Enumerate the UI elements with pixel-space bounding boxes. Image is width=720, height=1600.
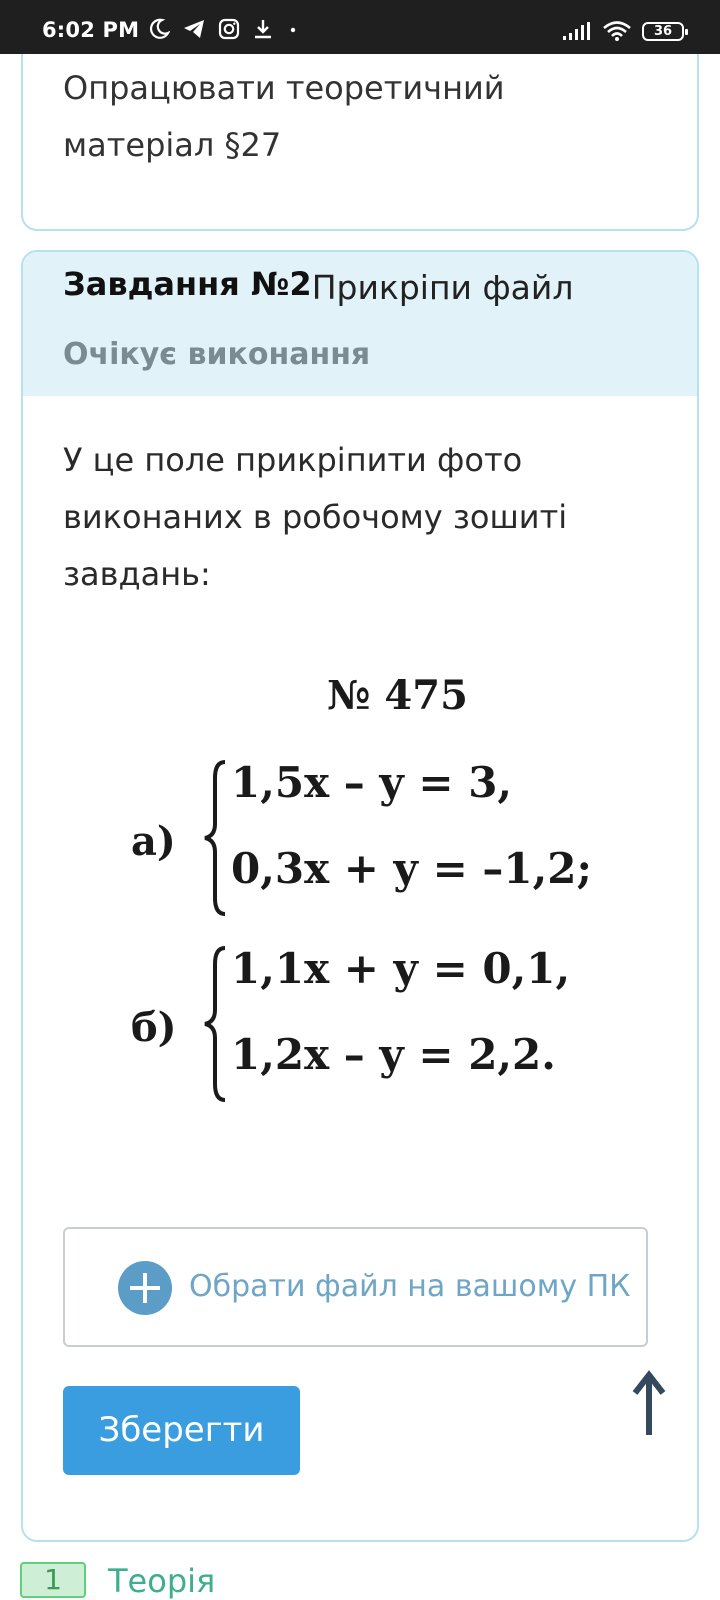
task-type: Прикріпи файл (311, 268, 574, 307)
wifi-icon (602, 20, 632, 42)
choose-file-button[interactable] (63, 1227, 648, 1347)
task-description: У це поле прикріпити фото виконаних в робочому зошиті завдань: (63, 441, 568, 593)
scroll-to-top-icon[interactable] (629, 1369, 669, 1439)
equation: 1,1x + y = 0,1, (231, 944, 571, 993)
task-1-text: Опрацювати теоретичний матеріал §27 (63, 69, 505, 164)
instagram-icon (218, 18, 240, 40)
system-label: б) (131, 1004, 177, 1051)
notification-icons (148, 18, 300, 40)
system-icons (562, 20, 684, 42)
system-label: а) (131, 818, 176, 865)
save-button[interactable]: Зберегти (63, 1386, 300, 1475)
status-time: 6:02 PM (42, 18, 140, 42)
brace-icon (201, 944, 231, 1104)
task-image (103, 672, 623, 1132)
task-status: Очікує виконання (63, 337, 371, 372)
item-number-badge: 1 (20, 1562, 86, 1598)
telegram-icon (182, 18, 206, 40)
equation: 1,2x – y = 2,2. (231, 1030, 556, 1079)
task-2-header (23, 252, 697, 396)
download-icon (252, 18, 274, 40)
battery-icon: 36 (642, 22, 684, 41)
status-bar (0, 0, 720, 54)
task-2-title (63, 264, 574, 307)
dot-icon (286, 18, 300, 40)
next-section-label: Теорія (108, 1562, 216, 1600)
equation: 0,3x + y = –1,2; (231, 844, 592, 893)
task-card-2 (21, 250, 699, 1542)
task-number: Завдання №2 (63, 265, 312, 303)
moon-icon (148, 18, 170, 40)
equation-system-a (103, 758, 623, 928)
brace-icon (201, 758, 231, 918)
signal-icon (562, 21, 592, 41)
next-section-item[interactable] (20, 1562, 420, 1600)
equation: 1,5x – y = 3, (231, 758, 513, 807)
plus-icon (118, 1261, 172, 1315)
equation-system-b (103, 944, 623, 1114)
problem-number: № 475 (327, 672, 468, 719)
choose-file-label: Обрати файл на вашому ПК (189, 1269, 631, 1304)
